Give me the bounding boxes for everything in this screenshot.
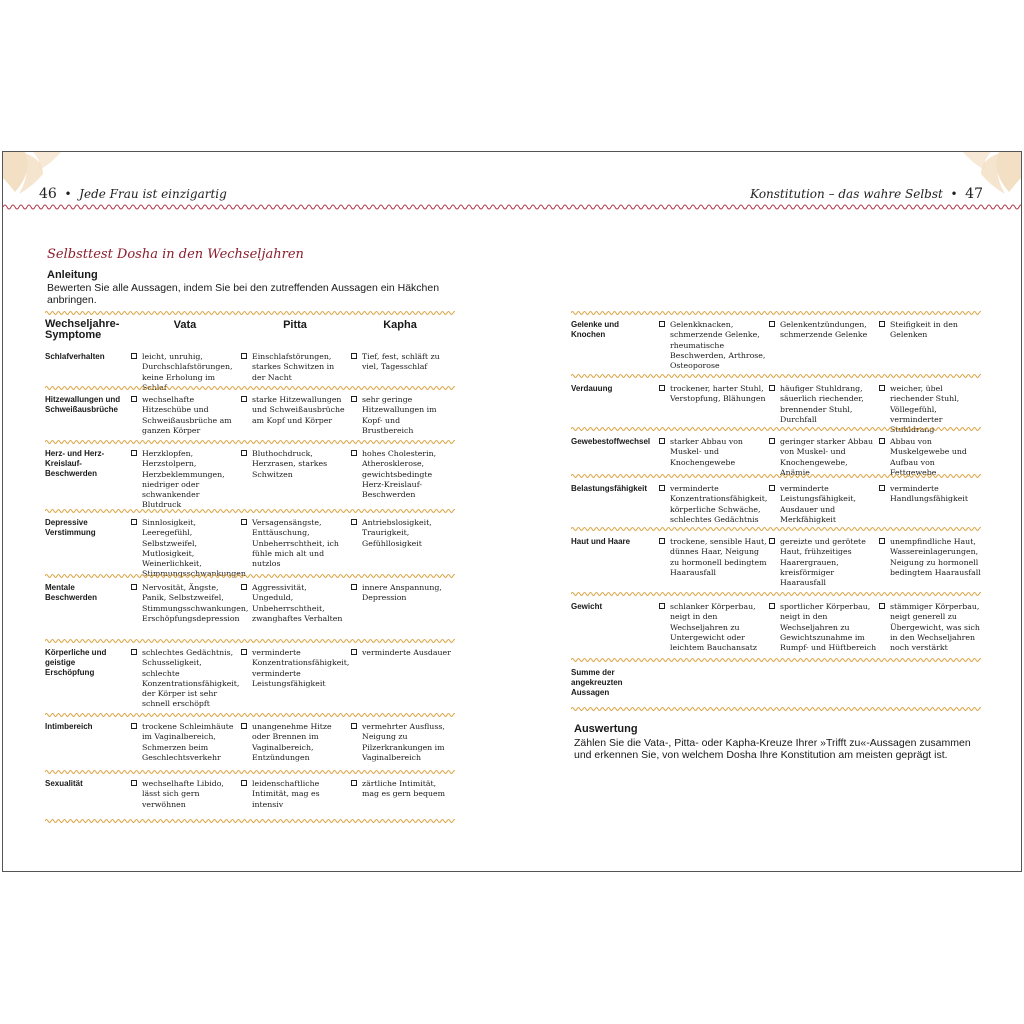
kapha-cell	[351, 449, 453, 500]
table-row	[45, 718, 455, 769]
vata-statement: trockener, harter Stuhl, Verstopfung, Blähungen	[670, 384, 766, 404]
pitta-cell	[241, 583, 347, 624]
header-vata: Vata	[173, 319, 197, 331]
vata-cell	[131, 583, 249, 624]
kapha-statement: unempfindliche Haut, Wassereinlagerungen, Neigung zu hormonell bedingtem Haarausfall	[890, 537, 981, 577]
checkbox[interactable]	[659, 603, 665, 609]
table-row	[571, 598, 981, 657]
pitta-statement: Einschlafstörungen, starkes Schwitzen in der Nacht	[252, 352, 335, 382]
checkbox[interactable]	[879, 603, 885, 609]
chapter-title-right: Konstitution – das wahre Selbst	[750, 187, 943, 201]
vata-cell	[131, 722, 239, 763]
checkbox[interactable]	[769, 485, 775, 491]
table-wave-divider	[571, 591, 981, 597]
vata-statement: verminderte Konzentrationsfähigkeit, körperliche Schwäche, schlechtes Gedächtnis	[670, 484, 768, 524]
pitta-statement: Aggressivität, Ungeduld, Unbeherrschtheit, zwanghaftes Verhalten	[252, 583, 343, 623]
vata-statement: trockene, sensible Haut, dünnes Haar, Neigung zu hormonell bedingtem Haarausfall	[670, 537, 767, 577]
kapha-statement: Tief, fest, schläft zu viel, Tagesschlaf	[362, 352, 440, 372]
row-label: Schlafverhalten	[45, 352, 105, 361]
checkbox[interactable]	[131, 584, 137, 590]
header-symptoms: Wechseljahre-Symptome	[45, 318, 120, 341]
vata-cell	[131, 395, 239, 436]
vata-statement: Gelenkknacken, schmerzende Gelenke, rheumatische Beschwerden, Arthrose, Osteoporose	[670, 320, 766, 371]
checkbox[interactable]	[131, 450, 137, 456]
checkbox[interactable]	[131, 396, 137, 402]
row-label: Körperliche und geistige Erschöpfung	[45, 648, 107, 677]
vata-cell	[659, 537, 767, 578]
row-label: Herz- und Herz-Kreislauf-Beschwerden	[45, 449, 105, 478]
vata-statement: wechselhafte Hitzeschübe und Schweißausbrüche am ganzen Körper	[142, 395, 232, 435]
book-spread	[2, 151, 1022, 872]
checkbox[interactable]	[131, 723, 137, 729]
vata-statement: Sinnlosigkeit, Leeregefühl, Selbstzweifel, Mutlosigkeit, Weinerlichkeit, Stimmungsschwankungen	[142, 518, 246, 579]
chapter-title-left: Jede Frau ist einzigartig	[79, 187, 227, 201]
pitta-cell	[241, 722, 347, 763]
checkbox[interactable]	[659, 321, 665, 327]
vata-statement: schlechtes Gedächtnis, Schusseligkeit, schlechte Konzentrationsfähigkeit, der Körper ist sehr schnell erschöpft	[142, 648, 240, 709]
pitta-cell	[769, 384, 877, 425]
pitta-cell	[241, 395, 347, 426]
kapha-statement: verminderte Handlungsfähigkeit	[890, 484, 968, 504]
kapha-cell	[879, 602, 981, 653]
kapha-cell	[351, 352, 453, 373]
row-label: Belastungsfähigkeit	[571, 484, 648, 493]
kapha-cell	[351, 779, 453, 800]
checkbox[interactable]	[351, 723, 357, 729]
pitta-statement: gereizte und gerötete Haut, frühzeitiges Haarergrauen, kreisförmiger Haarausfall	[780, 537, 866, 588]
table-row	[571, 316, 981, 373]
symptom-table-right	[571, 152, 981, 872]
checkbox[interactable]	[879, 385, 885, 391]
kapha-cell	[351, 583, 453, 604]
kapha-cell	[351, 722, 453, 763]
checkbox[interactable]	[769, 438, 775, 444]
pitta-statement: verminderte Konzentrationsfähigkeit, verminderte Leistungsfähigkeit	[252, 648, 350, 688]
checkbox[interactable]	[241, 450, 247, 456]
pitta-statement: verminderte Leistungsfähigkeit, Ausdauer und Merkfähigkeit	[780, 484, 856, 524]
vata-cell	[131, 449, 239, 511]
checkbox[interactable]	[351, 353, 357, 359]
kapha-cell	[879, 484, 981, 505]
table-row	[45, 348, 455, 392]
checkbox[interactable]	[879, 321, 885, 327]
running-header-right: Konstitution – das wahre Selbst • 47	[750, 186, 983, 202]
vata-cell	[659, 437, 767, 468]
row-label: Summe der angekreuzten Aussagen	[571, 668, 623, 697]
kapha-statement: stämmiger Körperbau, neigt generell zu Übergewicht, was sich in den Wechseljahren noch verstärkt	[890, 602, 980, 653]
vata-cell	[659, 320, 767, 371]
page-number-left: 46	[39, 186, 57, 202]
table-row	[571, 480, 981, 526]
kapha-statement: weicher, übel riechender Stuhl, Völlegefühl, verminderter Stuhldrang	[890, 384, 960, 435]
kapha-cell	[879, 320, 981, 341]
checkbox[interactable]	[659, 385, 665, 391]
table-row	[571, 380, 981, 435]
row-label: Intimbereich	[45, 722, 93, 731]
vata-statement: wechselhafte Libido, lässt sich gern verwöhnen	[142, 779, 224, 809]
kapha-statement: zärtliche Intimität, mag es gern bequem	[362, 779, 446, 799]
vata-cell	[659, 384, 767, 405]
checkbox[interactable]	[659, 538, 665, 544]
header-kapha: Kapha	[383, 319, 417, 331]
running-header-left: 46 • Jede Frau ist einzigartig	[39, 186, 227, 202]
checkbox[interactable]	[659, 438, 665, 444]
checkbox[interactable]	[659, 485, 665, 491]
vata-cell	[659, 602, 767, 653]
vata-statement: schlanker Körperbau, neigt in den Wechseljahren zu Untergewicht oder leichtem Bauchansatz	[670, 602, 757, 653]
row-label: Haut und Haare	[571, 537, 631, 546]
kapha-statement: sehr geringe Hitzewallungen im Kopf- und Brustbereich	[362, 395, 437, 435]
checkbox[interactable]	[351, 649, 357, 655]
vata-statement: trockene Schleimhäute im Vaginalbereich, Schmerzen beim Geschlechtsverkehr	[142, 722, 234, 762]
table-wave-divider	[571, 706, 981, 712]
checkbox[interactable]	[131, 353, 137, 359]
table-row	[45, 644, 455, 712]
pitta-cell	[241, 648, 350, 689]
pitta-statement: starke Hitzewallungen und Schweißausbrüche am Kopf und Körper	[252, 395, 345, 425]
pitta-cell	[769, 537, 877, 588]
kapha-statement: Abbau von Muskelgewebe und Aufbau von Fettgewebe	[890, 437, 967, 477]
row-label: Sexualität	[45, 779, 83, 788]
table-row	[571, 664, 981, 706]
vata-cell	[131, 648, 239, 710]
kapha-statement: hohes Cholesterin, Atherosklerose, gewichtsbedingte Herz-Kreislauf-Beschwerden	[362, 449, 437, 500]
table-row	[571, 533, 981, 591]
pitta-statement: geringer starker Abbau von Muskel- und Knochengewebe, Anämie	[780, 437, 873, 477]
table-wave-divider	[571, 373, 981, 379]
checkbox[interactable]	[351, 396, 357, 402]
pitta-cell	[769, 320, 877, 341]
pitta-cell	[241, 779, 347, 810]
pitta-statement: sportlicher Körperbau, neigt in den Wechseljahren zu Gewichtszunahme im Rumpf- und Hüftbereich	[780, 602, 877, 653]
kapha-statement: vermehrter Ausfluss, Neigung zu Pilzerkrankungen im Vaginalbereich	[362, 722, 445, 762]
anleitung-text: Bewerten Sie alle Aussagen, indem Sie bei den zutreffenden Aussagen ein Häkchen anbringen.	[47, 282, 440, 306]
checkbox[interactable]	[351, 519, 357, 525]
kapha-statement: Steifigkeit in den Gelenken	[890, 320, 958, 340]
checkbox[interactable]	[351, 780, 357, 786]
kapha-cell	[879, 437, 981, 478]
checkbox[interactable]	[769, 603, 775, 609]
checkbox[interactable]	[879, 538, 885, 544]
vata-cell	[131, 779, 239, 810]
checkbox[interactable]	[769, 385, 775, 391]
table-wave-divider	[571, 426, 981, 432]
checkbox[interactable]	[769, 321, 775, 327]
checkbox[interactable]	[241, 353, 247, 359]
row-label: Verdauung	[571, 384, 613, 393]
checkbox[interactable]	[769, 538, 775, 544]
pitta-statement: häufiger Stuhldrang, säuerlich riechender, brennender Stuhl, Durchfall	[780, 384, 864, 424]
table-row	[45, 445, 455, 508]
row-label: Gelenke und Knochen	[571, 320, 620, 339]
auswertung-text: Zählen Sie die Vata-, Pitta- oder Kapha-Kreuze Ihrer »Trifft zu«-Aussagen zusammen und erkennen Sie, von welchem Dosha Ihre Konstitution am meisten geprägt ist.	[574, 737, 971, 761]
checkbox[interactable]	[131, 780, 137, 786]
checkbox[interactable]	[241, 519, 247, 525]
test-title: Selbsttest Dosha in den Wechseljahren	[47, 247, 304, 262]
pitta-cell	[769, 484, 877, 525]
pitta-cell	[769, 437, 877, 478]
checkbox[interactable]	[241, 649, 247, 655]
vata-statement: Herzklopfen, Herzstolpern, Herzbeklemmungen, niedriger oder schwankender Blutdruck	[142, 449, 225, 510]
checkbox[interactable]	[131, 519, 137, 525]
vata-statement: Nervosität, Ängste, Panik, Selbstzweifel, Stimmungsschwankungen, Erschöpfungsdepression	[142, 583, 249, 623]
row-label: Gewebestoffwechsel	[571, 437, 651, 446]
kapha-cell	[351, 518, 453, 549]
vata-statement: leicht, unruhig, Durchschlafstörungen, keine Erholung im Schlaf	[142, 352, 233, 392]
kapha-statement: Antriebslosigkeit, Traurigkeit, Gefühllosigkeit	[362, 518, 432, 548]
table-row	[571, 433, 981, 477]
pitta-statement: Gelenkentzündungen, schmerzende Gelenke	[780, 320, 868, 340]
checkbox[interactable]	[241, 723, 247, 729]
pitta-cell	[769, 602, 877, 653]
checkbox[interactable]	[879, 485, 885, 491]
table-row	[45, 514, 455, 579]
pitta-statement: Versagensängste, Enttäuschung, Unbeherrschtheit, ich fühle mich alt und nutzlos	[252, 518, 339, 569]
pitta-cell	[241, 518, 347, 569]
vata-cell	[659, 484, 767, 525]
symptom-table-left	[45, 152, 455, 872]
checkbox[interactable]	[241, 780, 247, 786]
table-row	[45, 391, 455, 439]
vata-cell	[131, 518, 246, 580]
checkbox[interactable]	[241, 584, 247, 590]
kapha-cell	[351, 648, 453, 658]
checkbox[interactable]	[351, 584, 357, 590]
table-wave-divider	[571, 526, 981, 532]
table-wave-divider	[571, 473, 981, 479]
table-wave-divider	[45, 818, 455, 824]
kapha-statement: innere Anspannung, Depression	[362, 583, 442, 603]
row-label: Mentale Beschwerden	[45, 583, 98, 602]
checkbox[interactable]	[241, 396, 247, 402]
checkbox[interactable]	[351, 450, 357, 456]
kapha-cell	[351, 395, 453, 436]
auswertung-heading: Auswertung	[574, 723, 638, 735]
row-label: Gewicht	[571, 602, 603, 611]
table-row	[45, 579, 455, 638]
table-row	[45, 775, 455, 818]
header-pitta: Pitta	[283, 319, 307, 331]
page-number-right: 47	[965, 186, 983, 202]
row-label: Hitzewallungen und Schweißausbrüche	[45, 395, 121, 414]
row-label: Depressive Verstimmung	[45, 518, 96, 537]
pitta-cell	[241, 449, 347, 480]
checkbox[interactable]	[131, 649, 137, 655]
kapha-cell	[879, 537, 981, 578]
table-header-row	[45, 316, 455, 348]
pitta-statement: Bluthochdruck, Herzrasen, starkes Schwitzen	[252, 449, 328, 479]
pitta-cell	[241, 352, 347, 383]
anleitung-heading: Anleitung	[47, 269, 98, 281]
kapha-statement: verminderte Ausdauer	[362, 648, 451, 657]
vata-statement: starker Abbau von Muskel- und Knochengewebe	[670, 437, 743, 467]
pitta-statement: leidenschaftliche Intimität, mag es intensiv	[252, 779, 320, 809]
pitta-statement: unangenehme Hitze oder Brennen im Vaginalbereich, Entzündungen	[252, 722, 332, 762]
checkbox[interactable]	[879, 438, 885, 444]
table-wave-divider	[571, 657, 981, 663]
